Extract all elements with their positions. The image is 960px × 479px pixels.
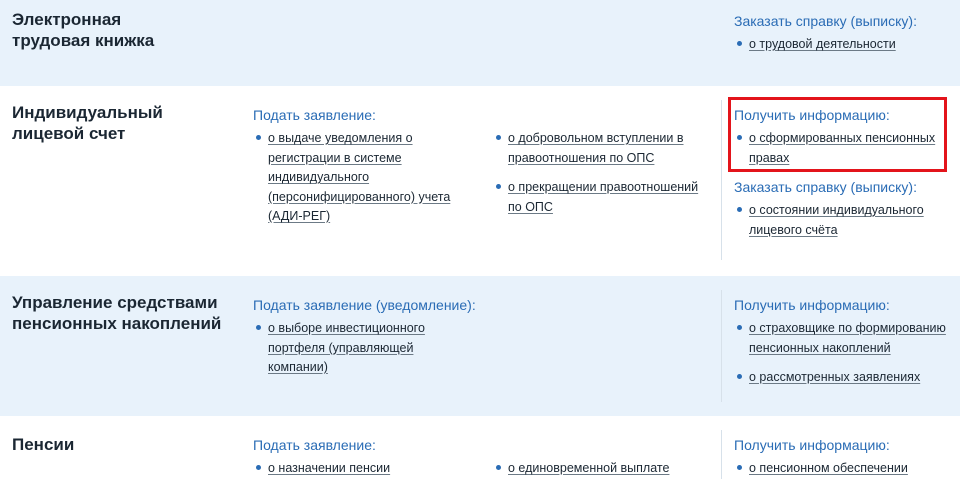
link-work-activity[interactable]: о трудовой деятельности	[749, 37, 896, 51]
section-title: Индивидуальный лицевой счет	[12, 103, 163, 143]
middle-column	[253, 436, 483, 479]
bullet-icon	[496, 135, 501, 140]
bullet-icon	[737, 465, 742, 470]
list-item	[493, 178, 708, 217]
section-pension-savings	[0, 276, 960, 416]
link-list	[253, 129, 473, 227]
bullet-icon	[737, 207, 742, 212]
section-electronic-workbook	[0, 0, 960, 86]
highlight-frame	[728, 97, 947, 172]
bullet-icon	[256, 465, 261, 470]
list-item	[734, 319, 949, 358]
bullet-icon	[496, 465, 501, 470]
bullet-icon	[256, 325, 261, 330]
bullet-icon	[737, 41, 742, 46]
column-divider	[721, 100, 722, 260]
column-heading: Заказать справку (выписку):	[734, 13, 917, 29]
list-item	[253, 459, 483, 479]
link-list	[493, 129, 708, 217]
middle-right-links	[493, 129, 708, 227]
link-account-status[interactable]: о состоянии индивидуального лицевого счёта	[749, 203, 924, 237]
column-heading: Подать заявление:	[253, 437, 376, 453]
link-list	[734, 201, 949, 240]
list-item	[253, 319, 483, 378]
link-list	[734, 459, 949, 479]
middle-right-links	[493, 459, 708, 479]
link-termination[interactable]: о прекращении правоотношений по ОПС	[508, 180, 699, 214]
link-voluntary-entry[interactable]: о добровольном вступлении в правоотношения по ОПС	[508, 131, 684, 165]
link-pension-rights[interactable]: о сформированных пенсионных правах	[749, 131, 936, 165]
column-heading: Подать заявление (уведомление):	[253, 297, 476, 313]
list-item	[734, 35, 949, 55]
section-pensions	[0, 416, 960, 479]
link-adi-reg[interactable]: о выдаче уведомления о регистрации в системе индивидуального (персонифицированного) учета (АДИ-РЕГ)	[268, 131, 451, 223]
section-title: Пенсии	[12, 435, 75, 454]
list-item	[493, 459, 708, 479]
section-title: Управление средствами пенсионных накоплений	[12, 293, 222, 333]
link-list	[253, 319, 483, 378]
column-heading: Получить информацию:	[734, 437, 890, 453]
list-item	[734, 368, 949, 388]
list-item	[734, 459, 949, 479]
column-heading: Получить информацию:	[734, 297, 890, 313]
link-pension-assignment[interactable]: о назначении пенсии	[268, 461, 391, 475]
middle-column	[253, 106, 723, 129]
bullet-icon	[737, 374, 742, 379]
column-heading: Подать заявление:	[253, 107, 376, 123]
section-title: Электронная трудовая книжка	[12, 10, 155, 50]
column-heading: Заказать справку (выписку):	[734, 179, 917, 195]
bullet-icon	[256, 135, 261, 140]
link-list	[253, 459, 483, 479]
column-divider	[721, 290, 722, 402]
link-lump-sum[interactable]: о единовременной выплате	[508, 461, 670, 475]
link-insurer[interactable]: о страховщике по формированию пенсионных накоплений	[749, 321, 946, 355]
column-heading: Получить информацию:	[734, 107, 890, 123]
right-column	[734, 12, 949, 65]
link-list	[734, 35, 949, 55]
list-item	[734, 201, 949, 240]
link-list	[493, 459, 708, 479]
link-list	[734, 319, 949, 388]
list-item	[493, 129, 708, 168]
right-column	[734, 436, 949, 479]
link-investment-portfolio[interactable]: о выборе инвестиционного портфеля (управляющей компании)	[268, 321, 425, 374]
bullet-icon	[496, 184, 501, 189]
link-reviewed-applications[interactable]: о рассмотренных заявлениях	[749, 370, 921, 384]
middle-left-links	[253, 129, 473, 237]
right-column	[734, 296, 949, 398]
middle-column	[253, 296, 483, 388]
list-item	[253, 129, 473, 227]
link-pension-provision[interactable]: о пенсионном обеспечении	[749, 461, 908, 475]
column-divider	[721, 430, 722, 479]
bullet-icon	[737, 325, 742, 330]
